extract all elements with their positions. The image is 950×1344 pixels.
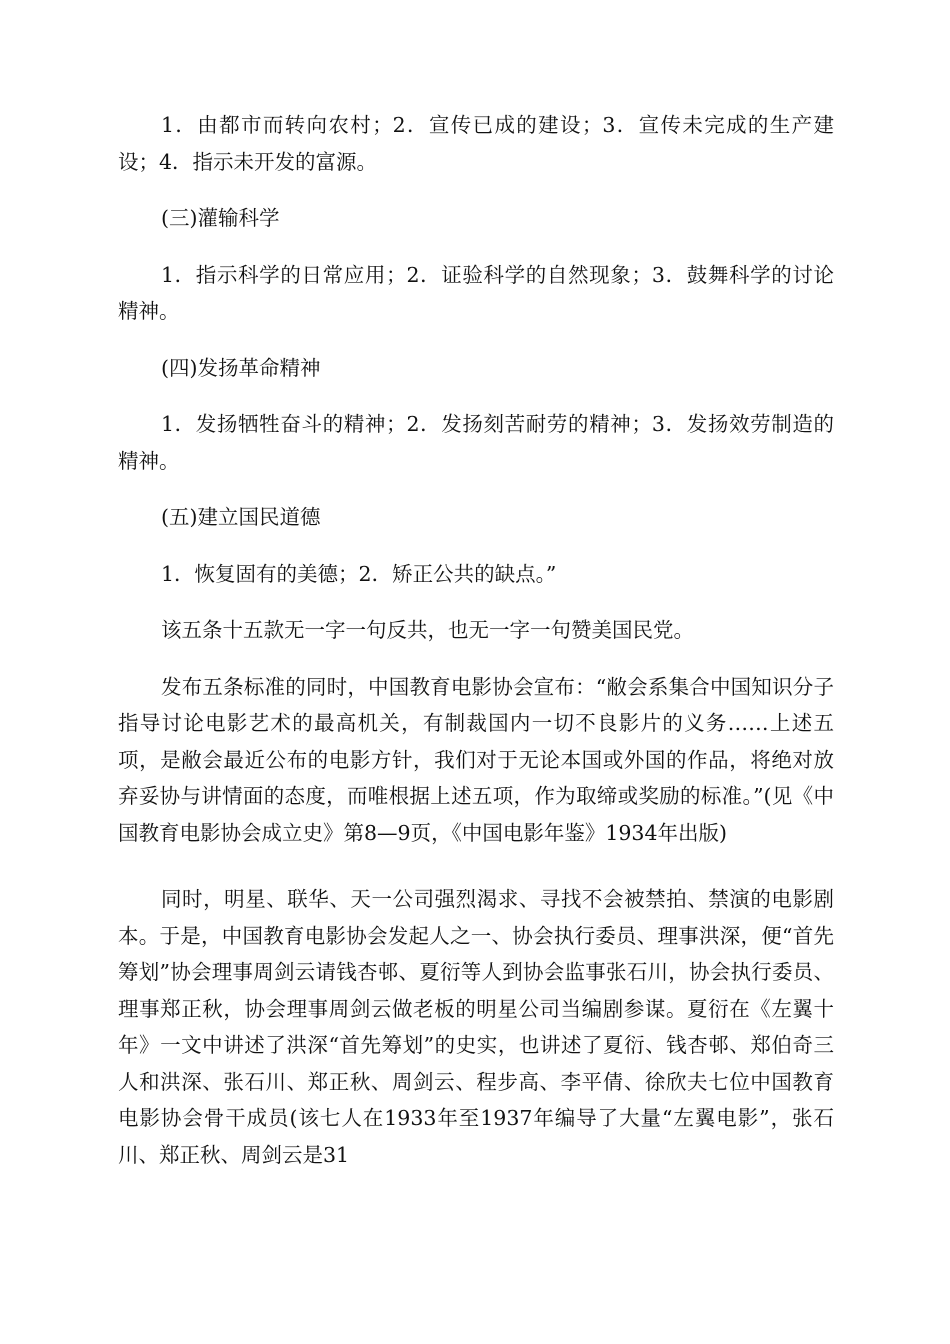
heading-revolution: (四)发扬革命精神 [161,355,321,380]
paragraph-morality-items: 1．恢复固有的美德；2．矫正公共的缺点。” [161,561,557,586]
paragraph-revolution-items: 1．发扬牺牲奋斗的精神；2．发扬刻苦耐劳的精神；3．发扬效劳制造的精神。 [118,412,834,473]
paragraph-film-companies: 同时，明星、联华、天一公司强烈渴求、寻找不会被禁拍、禁演的电影剧本。于是，中国教育电影协会发起人之一、协会执行委员、理事洪深，便“首先筹划”协会理事周剑云请钱杏邨、夏衍等人到协会监事张石川，协会执行委员、理事郑正秋，协会理事周剑云做老板的明星公司当编剧参谋。夏衍在《左翼十年》一文中讲述了洪深“首先筹划”的史实，也讲述了夏衍、钱杏邨、郑伯奇三人和洪深、张石川、郑正秋、周剑云、程步高、李平倩、徐欣夫七位中国教育电影协会骨干成员(该七人在1933年至1937年编导了大量“左翼电影”，张石川、郑正秋、周剑云是31 [118,887,834,1167]
heading-morality: (五)建立国民道德 [161,505,321,529]
paragraph-science-items: 1．指示科学的日常应用；2．证验科学的自然现象；3．鼓舞科学的讨论精神。 [118,262,834,323]
paragraph-association-declaration: 发布五条标准的同时，中国教育电影协会宣布：“敝会系集合中国知识分子指导讨论电影艺术的最高机关，有制裁国内一切不良影片的义务……上述五项，是敝会最近公布的电影方针，我们对于无论本国或外国的作品，将绝对放弃妥协与讲情面的态度，而唯根据上述五项，作为取缔或奖励的标准。”(见《中国教育电影协会成立史》第8—9页，《中国电影年鉴》1934年出版) [118,674,834,845]
paragraph-production-items: 1．由都市而转向农村；2．宣传已成的建设；3．宣传未完成的生产建设；4．指示未开发的富源。 [118,113,834,174]
heading-science: (三)灌输科学 [161,206,280,230]
paragraph-commentary: 该五条十五款无一字一句反共，也无一字一句赞美国民党。 [161,618,694,642]
document-page [118,107,834,1193]
